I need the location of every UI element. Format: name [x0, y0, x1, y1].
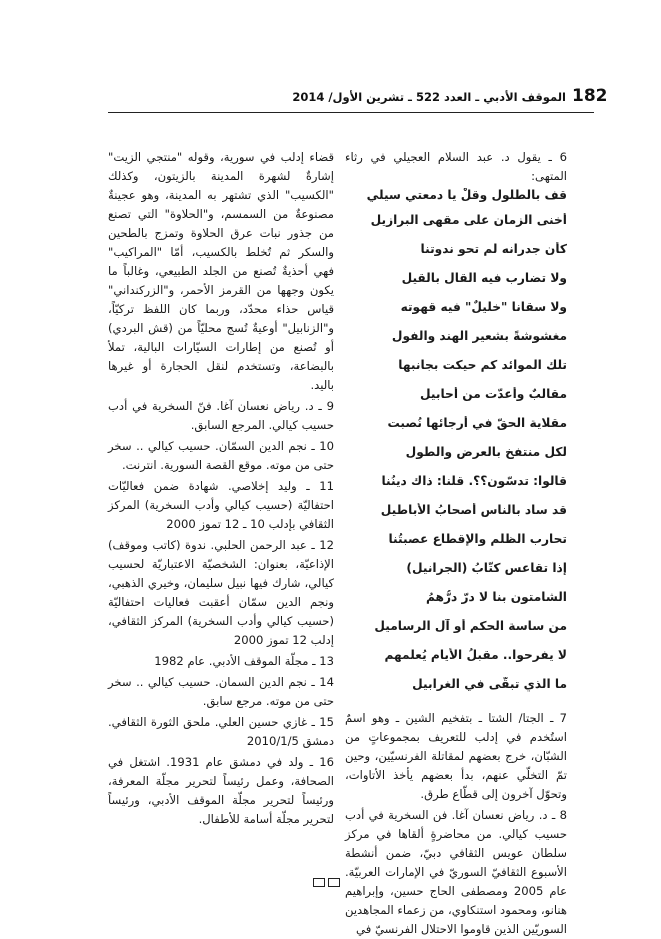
footnote-11: 11 ـ وليد إخلاصي. شهادة ضمن فعاليّات احتفاليّة (حسيب كيالي وأدب السخرية) المركز الثقافي بإدلب 10 ـ 12 تموز 2000 — [108, 479, 334, 531]
footnote-8: 8 ـ د. رياض نعسان آغا. فن السخرية في أدب حسيب كيالي. من محاضرةٍ ألقاها في مركز سلطان عويس الثقافي دبيّ، ضمن أنشطة الأسبوع الثقافيّ السوريّ في الإمارات العربيّة. عام 2005 ومصطفى الحاج حسين، وإبراهيم هنانو، ومحمود استنكاوي، من زعماء المجاهدين السوريّين الذين قاوموا الاحتلال الفرنسيّ في — [345, 808, 567, 936]
verse-line: مقالبٌ وأُعدّت من أحابيل — [420, 387, 567, 401]
verse-line: قد ساد بالناس أصحابُ الأباطيل — [380, 503, 567, 517]
verse-line: قالوا: تدسّون؟؟. قلنا: ذاك دينُنا — [381, 474, 567, 488]
verse-line: ولا سقانا "خليلٌ" فيه قهوته — [400, 300, 567, 314]
verse-line: الشامتون بنا لا درّ درُّهمُ — [425, 590, 567, 604]
left-column — [108, 148, 334, 829]
verse-line: مقلاية الحقّ في أرجائها نُصبت — [387, 416, 567, 430]
footnote-8-continued: قضاء إدلب في سورية، وقوله "منتجي الزيت" إشارةٌ لشهرة المدينة بالزيتون، وكذلك "الكسيب" الذي تشتهر به المدينة، وهو عجينةٌ مصنوعةٌ من السمسم، و"الحلاوة" التي تصنع من جذور نبات عرق الحلاوة وتمزج بالطحين والسكر ثم تُخلط بالكسيب، أمّا "المراكيب" فهي أحذيةٌ تُصنع من الجلد الطبيعي، وغالباً ما يكون وجهها من القرمز الأحمر، و"الزركنداني" قياس حذاء محدّد، وربما كان اللفظ تركيّاً، و"الزنابيل" أوعيةٌ تُسج محليّاً من (قش البردي) أو تُصنع من إطارات السيّارات البالية، تملأ بالبضاعة، وتستخدم لنقل الحجارة أو غيرها باليد. — [108, 150, 334, 392]
footnote-15: 15 ـ غازي حسين العلي. ملحق الثورة الثقافي. دمشق 2010/1/5 — [108, 715, 334, 748]
footnote-10: 10 ـ نجم الدين السمّان. حسيب كيالي .. سخر حتى من موته. موقع القصة السورية. انترنت. — [108, 439, 334, 472]
verse-line: لا يفرحوا.. مقبلُ الأيام يُعلمهم — [384, 648, 567, 662]
verse-line: قف بالطلول وقلْ يا دمعتي سيلي — [366, 188, 567, 202]
verse-line: ما الذي تبقّى في الغرابيل — [412, 677, 567, 691]
footnote-14: 14 ـ نجم الدين السمان. حسيب كيالي .. سخر حتى من موته. مرجع سابق. — [108, 675, 334, 708]
verse-line: إذا تقاعس كتّابُ (الجرانيل) — [406, 561, 567, 575]
verse-line: تحارب الظلم والإقطاع عصبتُنا — [388, 532, 567, 546]
verse-line: مغشوشةً بشعير الهند والفول — [391, 329, 567, 343]
page-number: 182 — [572, 86, 608, 106]
right-column — [345, 148, 567, 939]
footnote-13: 13 ـ مجلّة الموقف الأدبي. عام 1982 — [154, 654, 334, 668]
header-rule — [108, 112, 594, 113]
journal-header: الموقف الأدبي ـ العدد 522 ـ تشرين الأول/ 2014 — [292, 90, 566, 104]
page-ornament — [313, 872, 345, 884]
verse-line: من ساسة الحكم أو آل الرساميل — [374, 619, 567, 633]
poem-intro: 6 ـ يقول د. عبد السلام العجيلي في رثاء المتهى: — [345, 150, 567, 183]
verse-line: ولا تضارب فيه القال بالقيل — [401, 271, 567, 285]
verse-line: كأن جدرانه لم تحو ندوتنا — [420, 242, 567, 256]
verse-line: تلك الموائد كم حيكت بجانبها — [398, 358, 567, 372]
footnote-9: 9 ـ د. رياض نعسان آغا. فنّ السخرية في أدب حسيب كيالي. المرجع السابق. — [108, 399, 334, 432]
footnote-7: 7 ـ الجتا/ الشتا ـ بتفخيم الشين ـ وهو اسمٌ استُخدم في إدلب للتعريف بمجموعاتٍ من الشبّان، خرج بعضهم لمقاتلة الفرنسيّين، وحين تمّ التخلّي عنهم، بدأ بعضهم يأخذ الأتاوات، وتحوّل آخرون إلى قطّاع طرق. — [345, 711, 567, 801]
verse-line: لكل منتفخ بالعرض والطول — [405, 445, 567, 459]
footnote-12: 12 ـ عبد الرحمن الحلبي. ندوة (كاتب وموقف) الإذاعيّة، بعنوان: الشخصيّة الاعتباريّة لحسيب كيالي، شارك فيها نبيل سليمان، وخيري الذهبي، ونجم الدين سمّان أعقبت فعاليات احتفاليّة (حسيب كيالي وأدب السخرية) المركز الثقافي، إدلب 12 تموز 2000 — [108, 538, 334, 647]
verse-line: أخنى الزمان على مقهى البرازيل — [370, 213, 567, 227]
footnote-16: 16 ـ ولد في دمشق عام 1931. اشتغل في الصحافة، وعمل رئيساً لتحرير مجلّة المعرفة، ورئيساً لتحرير مجلّة الموقف الأدبي، ورئيساً لتحرير مجلّة أسامة للأطفال. — [108, 755, 334, 826]
